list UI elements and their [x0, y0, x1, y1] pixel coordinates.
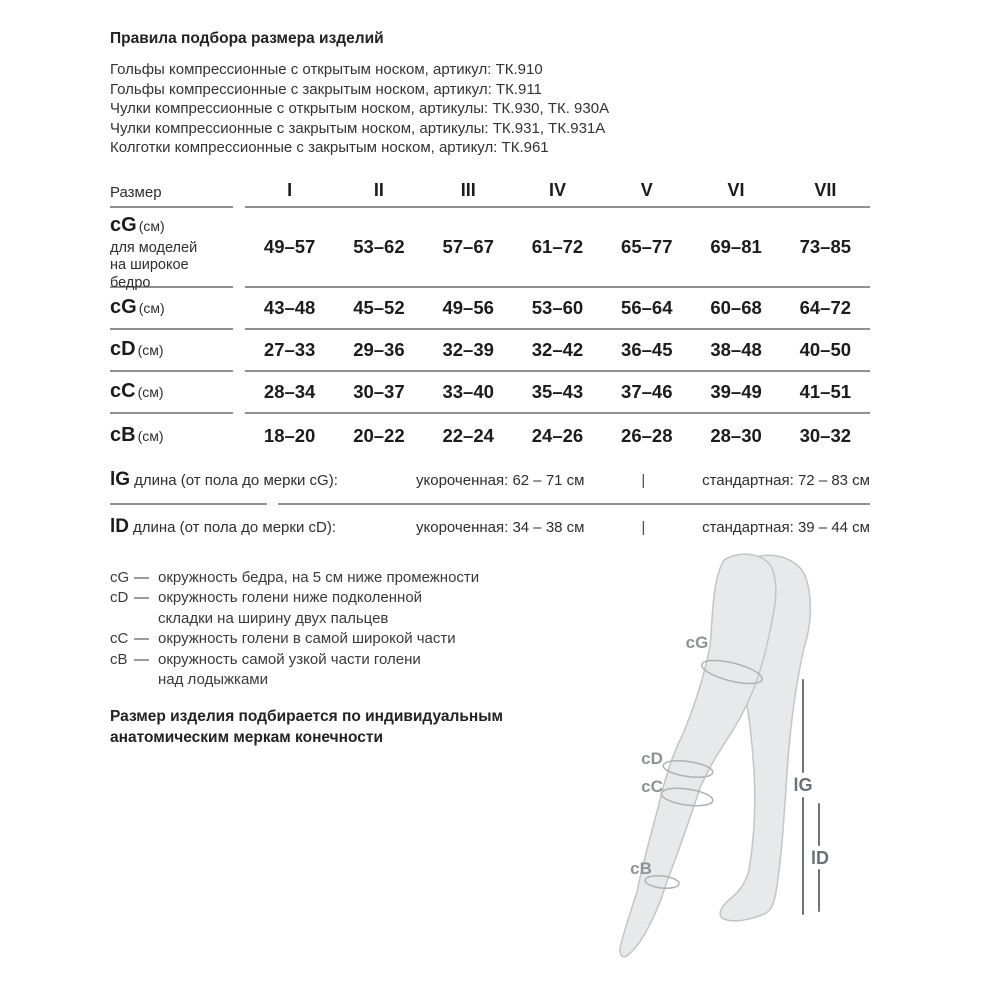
table-cell: 36–45: [621, 338, 673, 360]
leg-measurement-figure: [600, 548, 1000, 1000]
measurement-legend: [110, 568, 588, 691]
size-header: IV: [548, 179, 566, 200]
product-line: Гольфы компрессионные с открытым носком, артикул: ТК.910: [110, 61, 543, 78]
measure-key: cB: [110, 424, 136, 446]
size-header: VI: [727, 179, 745, 200]
size-header: V: [640, 179, 653, 200]
measure-unit: (см): [138, 300, 165, 316]
length-row-ld: [110, 505, 870, 550]
length-separator: |: [641, 518, 646, 536]
legend-item-cg: cG — окружность бедра, на 5 см ниже промежности: [110, 568, 480, 586]
table-cell: 24–26: [531, 424, 584, 446]
table-cell: 73–85: [799, 235, 852, 257]
table-row-cb: [110, 414, 870, 458]
measure-unit: (см): [137, 384, 164, 400]
size-table: [110, 174, 870, 550]
table-cell: 64–72: [799, 296, 852, 318]
table-cell: 49–57: [263, 235, 316, 257]
sizing-note: Размер изделия подбирается по индивидуальным анатомическим меркам конечности: [110, 707, 503, 746]
length-label: длина (от пола до мерки cD):: [133, 519, 336, 536]
lg-length-label: lG: [793, 775, 813, 795]
table-cell: 49–56: [442, 296, 494, 318]
table-row-cg: [110, 288, 870, 330]
length-short-value: укороченная: 62 – 71 см: [416, 471, 585, 489]
legend-item-cc: cC — окружность голени в самой широкой части: [110, 630, 456, 647]
table-cell: 53–60: [531, 296, 584, 318]
table-cell: 65–77: [621, 235, 673, 257]
table-cell: 27–33: [263, 338, 316, 360]
length-separator: |: [641, 471, 646, 489]
row-label: [110, 288, 233, 330]
table-cell: 32–42: [531, 338, 584, 360]
length-short-value: укороченная: 34 – 38 см: [416, 518, 585, 536]
length-standard-value: стандартная: 72 – 83 см: [702, 471, 870, 489]
ld-length-label: lD: [811, 848, 829, 868]
row-label: [110, 208, 233, 291]
table-cell: 45–52: [353, 296, 405, 318]
table-cell: 39–49: [710, 380, 762, 402]
length-row-lg: [110, 458, 870, 503]
size-header: VII: [814, 179, 837, 200]
size-header: I: [287, 179, 293, 200]
cg-band-label: cG: [685, 633, 709, 652]
length-standard-value: стандартная: 39 – 44 см: [702, 518, 870, 536]
table-cell: 28–34: [263, 380, 316, 402]
product-line: Колготки компрессионные с закрытым носком, артикул: ТК.961: [110, 139, 549, 156]
cc-band-label: cC: [641, 777, 663, 796]
measure-key: cD: [110, 338, 136, 360]
legend-item-cb: cB — окружность самой узкой части голени над лодыжками: [110, 650, 421, 688]
table-cell: 69–81: [710, 235, 762, 257]
table-row-cc: [110, 372, 870, 414]
table-cell: 38–48: [710, 338, 762, 360]
size-column-header: Размер: [110, 174, 233, 208]
measure-key: cG: [110, 296, 137, 318]
table-cell: 30–37: [353, 380, 405, 402]
page-title: Правила подбора размера изделий: [110, 30, 384, 47]
cd-band-label: cD: [641, 749, 663, 768]
table-cell: 30–32: [799, 424, 852, 446]
table-cell: 22–24: [442, 424, 494, 446]
table-row-cd: [110, 330, 870, 372]
row-label: [110, 330, 233, 372]
measure-key: cC: [110, 380, 136, 402]
table-cell: 28–30: [710, 424, 762, 446]
table-row-cg-wide: [110, 208, 870, 291]
table-cell: 35–43: [531, 380, 584, 402]
table-cell: 60–68: [710, 296, 762, 318]
measure-key: cG: [110, 213, 137, 236]
row-note: для моделей на широкое бедро: [110, 239, 198, 291]
product-line: Чулки компрессионные с открытым носком, артикулы: ТК.930, ТК. 930А: [110, 100, 610, 117]
measure-key: lD: [110, 516, 129, 537]
table-cell: 56–64: [621, 296, 673, 318]
table-cell: 33–40: [442, 380, 494, 402]
cb-band-label: cB: [630, 859, 652, 878]
table-cell: 41–51: [799, 380, 852, 402]
size-header: III: [460, 179, 476, 200]
table-cell: 37–46: [621, 380, 673, 402]
product-line: Чулки компрессионные с закрытым носком, артикулы: ТК.931, ТК.931А: [110, 119, 606, 137]
length-divider-line: [110, 503, 870, 505]
table-cell: 57–67: [442, 235, 494, 257]
measure-key: lG: [110, 469, 131, 490]
table-cell: 53–62: [353, 235, 405, 257]
row-label: [110, 372, 233, 414]
table-cell: 61–72: [531, 235, 584, 257]
row-label: [110, 414, 233, 458]
measure-unit: (см): [137, 342, 164, 358]
table-cell: 40–50: [799, 338, 852, 360]
table-cell: 43–48: [263, 296, 316, 318]
table-cell: 18–20: [263, 424, 316, 446]
measure-unit: (см): [137, 428, 164, 444]
table-cell: 32–39: [442, 338, 494, 360]
legend-item-cd: cD — окружность голени ниже подколенной складки на ширину двух пальцев: [110, 589, 423, 627]
product-list: [110, 60, 870, 158]
size-header-cells: [245, 174, 870, 208]
product-line: Гольфы компрессионные с закрытым носком, артикул: ТК.911: [110, 80, 542, 98]
table-cell: 20–22: [353, 424, 405, 446]
table-header-row: [110, 174, 870, 208]
table-cell: 26–28: [621, 424, 673, 446]
size-header: II: [373, 179, 384, 200]
length-label: длина (от пола до мерки cG):: [134, 472, 338, 489]
measure-unit: (см): [138, 217, 165, 234]
table-cell: 29–36: [353, 338, 405, 360]
